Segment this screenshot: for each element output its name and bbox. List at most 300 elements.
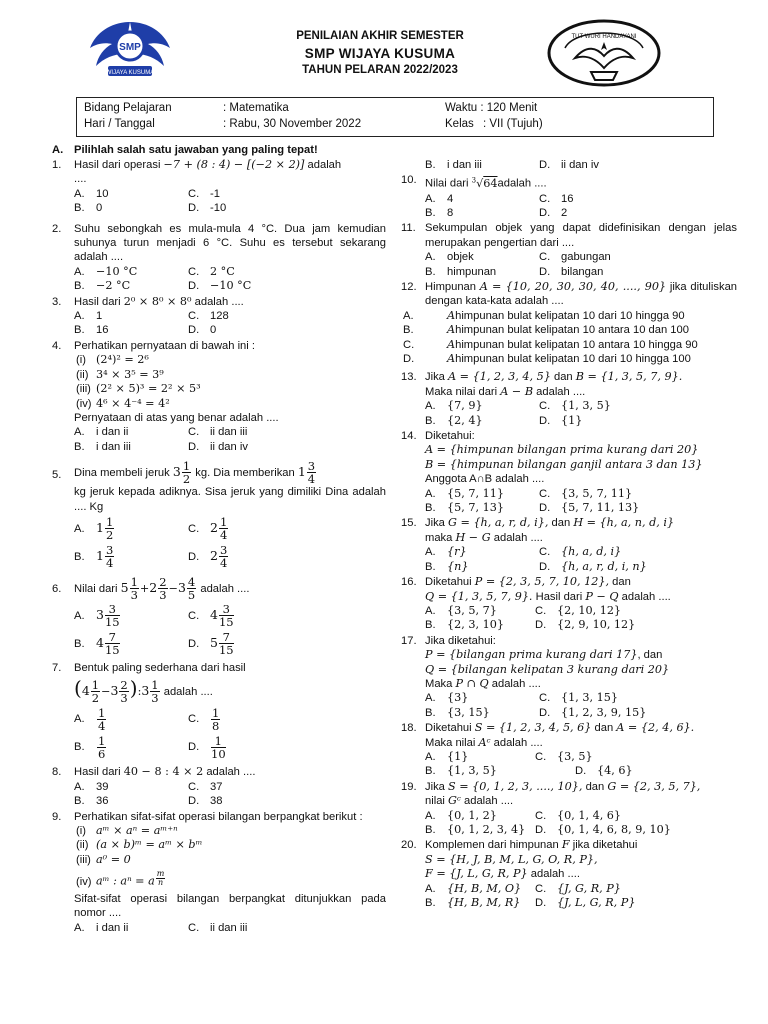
- option-letter: C.: [539, 192, 551, 205]
- q6-term-2: [149, 574, 168, 602]
- numerator: 1: [105, 514, 114, 529]
- option-d[interactable]: [188, 542, 308, 570]
- option-a[interactable]: [425, 399, 539, 413]
- numerator: 1: [130, 574, 138, 589]
- set-b: B = {1, 3, 5, 7, 9}.: [575, 370, 683, 384]
- option-a[interactable]: [74, 780, 188, 794]
- answer-options: [425, 487, 737, 516]
- question-12: [403, 280, 737, 366]
- option-letter: C.: [188, 310, 200, 323]
- option-letter: B.: [425, 897, 436, 910]
- question-number: 12.: [401, 280, 417, 293]
- option-letter: D.: [403, 353, 415, 366]
- option-a[interactable]: [425, 487, 539, 501]
- statement-ii: [74, 368, 386, 382]
- question-number: 20.: [401, 839, 417, 852]
- numerator: 1: [219, 514, 228, 529]
- statement-label: (ii): [76, 368, 89, 381]
- answer-options: [425, 750, 737, 779]
- option-text: -1: [210, 187, 220, 200]
- statement-text: 4⁶ × 4⁻⁴ = 4²: [96, 396, 170, 410]
- option-letter: C.: [403, 338, 415, 351]
- denominator: 5: [187, 587, 196, 602]
- option-a[interactable]: [425, 809, 535, 823]
- q15-mid: dan: [551, 517, 571, 530]
- property-iii: [74, 853, 386, 867]
- question-text: Diketahui:: [425, 430, 475, 443]
- left-column: [52, 143, 386, 936]
- option-text: {h, a, r, d, i, n}: [561, 559, 647, 573]
- option-text: {1}: [447, 749, 469, 763]
- option-b[interactable]: [425, 764, 535, 778]
- set-expression: P ∩ Q: [455, 676, 489, 690]
- option-c[interactable]: [535, 882, 659, 896]
- option-text: {H, B, M, R}: [447, 896, 521, 910]
- option-b[interactable]: [74, 733, 188, 761]
- property-text: (a × b)ᵐ = aᵐ × bᵐ: [96, 838, 203, 852]
- option-c[interactable]: [539, 487, 659, 501]
- school-logo: [82, 18, 178, 84]
- option-letter: C.: [535, 750, 547, 763]
- q1-cont: ....: [74, 173, 87, 186]
- option-letter: D.: [539, 414, 551, 427]
- option-text: himpunan bulat kelipatan 10 antara 10 hingga 90: [455, 338, 698, 351]
- option-letter: A.: [425, 882, 436, 895]
- q12-expression: A = {10, 20, 30, 30, 40, ...., 90}: [479, 279, 667, 293]
- set-complement: Aᶜ: [478, 735, 491, 749]
- numerator: 3: [307, 459, 316, 474]
- set-a: A = {1, 2, 3, 4, 5}: [448, 370, 551, 384]
- option-c[interactable]: [188, 705, 308, 733]
- numerator: 2: [159, 574, 167, 589]
- option-letter: A.: [74, 522, 85, 535]
- subject-value: : Matematika: [223, 102, 289, 114]
- option-d[interactable]: [403, 352, 737, 366]
- numerator: 2: [120, 678, 128, 693]
- option-text: {1, 2, 3, 9, 15}: [561, 705, 647, 719]
- question-number: 17.: [401, 634, 417, 647]
- option-text: -10: [210, 202, 227, 215]
- option-text: 2: [561, 206, 568, 219]
- option-d[interactable]: [188, 323, 308, 337]
- option-text: {J, L, G, R, P}: [557, 896, 636, 910]
- option-c[interactable]: [535, 750, 659, 764]
- option-b[interactable]: [74, 201, 188, 215]
- denominator: 4: [219, 527, 228, 542]
- denominator: 4: [98, 718, 106, 733]
- option-text: {0, 1, 4, 6, 8, 9, 10}: [557, 823, 671, 837]
- logo-left-text: SMP: [119, 42, 141, 53]
- option-letter: B.: [74, 637, 85, 650]
- set-symbol: A: [447, 352, 456, 366]
- option-text: 4: [447, 192, 454, 205]
- denominator: 4: [105, 555, 114, 570]
- option-c[interactable]: [539, 250, 659, 264]
- answer-options: [74, 187, 386, 216]
- option-c[interactable]: [188, 514, 308, 542]
- option-letter: A.: [74, 187, 85, 200]
- denominator: 15: [104, 642, 120, 657]
- numerator: 3: [105, 542, 114, 557]
- option-d[interactable]: [188, 733, 308, 761]
- question-number: 10.: [401, 174, 417, 187]
- option-text: −10 °C: [210, 279, 252, 293]
- numerator: 1: [91, 678, 100, 693]
- set-expression: H − G: [455, 530, 491, 544]
- option-letter: B.: [425, 560, 436, 573]
- option-text: i dan iii: [96, 440, 131, 453]
- option-text: 2 °C: [210, 264, 235, 278]
- question-text: Sekumpulan objek yang dapat didefinisikan dengan jelas merupakan pengertian dari ....: [425, 222, 737, 249]
- option-d[interactable]: [539, 265, 659, 279]
- option-d[interactable]: [188, 629, 308, 657]
- option-letter: A.: [74, 609, 85, 622]
- option-d[interactable]: [535, 823, 671, 837]
- property-label: (ii): [76, 839, 89, 852]
- option-a[interactable]: [74, 425, 188, 439]
- date-label: Hari / Tanggal: [84, 118, 155, 130]
- q3-pre: Hasil dari: [74, 295, 121, 308]
- question-number: 2.: [52, 222, 62, 235]
- denominator: 3: [159, 587, 167, 602]
- numerator: 1: [182, 459, 191, 474]
- option-letter: C.: [539, 692, 551, 705]
- option-letter: C.: [539, 251, 551, 264]
- option-b[interactable]: [425, 501, 539, 515]
- set-f-symbol: F: [561, 838, 570, 852]
- option-a[interactable]: [425, 545, 539, 559]
- option-text: −2 °C: [96, 279, 131, 293]
- question-11: [403, 221, 737, 279]
- q16-post1: dan: [612, 576, 631, 589]
- option-a[interactable]: [425, 250, 539, 264]
- option-text: 16: [561, 192, 574, 205]
- option-c[interactable]: [188, 425, 308, 439]
- option-d[interactable]: [539, 560, 659, 574]
- whole: 2: [149, 579, 158, 595]
- exam-info-box: [76, 97, 714, 137]
- option-d[interactable]: [188, 440, 308, 454]
- option-letter: D.: [188, 795, 200, 808]
- denominator: 4: [307, 472, 316, 487]
- option-a[interactable]: [425, 604, 535, 618]
- option-letter: D.: [539, 206, 551, 219]
- q8-expression: 40 − 8 : 4 × 2: [123, 765, 204, 779]
- option-c[interactable]: [188, 265, 308, 279]
- q20-post0: jika diketahui: [572, 839, 638, 852]
- q15-post: adalah ....: [493, 531, 543, 544]
- denominator: 8: [212, 718, 220, 733]
- option-a[interactable]: [425, 192, 539, 206]
- logo-right-text: TUT WURI HANDAYANI: [571, 34, 637, 40]
- answer-options: [74, 601, 386, 657]
- option-d[interactable]: [535, 764, 659, 778]
- question-1: [52, 158, 386, 216]
- statement-text: (2⁴)² = 2⁶: [96, 353, 149, 367]
- exponent-numerator: m: [156, 869, 165, 879]
- option-b[interactable]: [425, 158, 539, 172]
- option-letter: C.: [188, 426, 200, 439]
- option-d[interactable]: [535, 896, 659, 910]
- q1-expression: −7 + (8 : 4) − [(−2 × 2)]: [163, 158, 305, 171]
- option-b[interactable]: [74, 279, 188, 293]
- option-c[interactable]: [188, 187, 308, 201]
- q5-mixed-2: [297, 459, 317, 487]
- question-17: [403, 634, 737, 720]
- option-text: {1, 3, 15}: [561, 691, 618, 705]
- statement-label: (iii): [76, 383, 91, 396]
- option-c[interactable]: [188, 921, 308, 935]
- option-b[interactable]: [425, 618, 535, 632]
- option-letter: C.: [188, 265, 200, 278]
- option-c[interactable]: [539, 192, 659, 206]
- answer-options: [74, 309, 386, 338]
- option-b[interactable]: [74, 629, 188, 657]
- whole: 4: [96, 634, 104, 650]
- statement-text: (2² × 5)³ = 2² × 5³: [96, 382, 201, 396]
- option-d[interactable]: [539, 206, 659, 220]
- section-letter: A.: [52, 144, 64, 156]
- option-letter: D.: [188, 741, 200, 754]
- q6-term-1: [120, 574, 140, 602]
- option-letter: A.: [74, 310, 85, 323]
- statement-i: [74, 353, 386, 367]
- answer-options: [425, 882, 737, 911]
- option-a[interactable]: [425, 882, 535, 896]
- option-text: {1, 3, 5}: [561, 399, 611, 413]
- option-letter: A.: [425, 809, 436, 822]
- option-b[interactable]: [74, 542, 188, 570]
- set-complement: Gᶜ: [448, 794, 461, 808]
- option-b[interactable]: [425, 823, 535, 837]
- answer-options: [425, 545, 737, 574]
- option-c[interactable]: [403, 337, 737, 352]
- question-tail: Sifat-sifat operasi bilangan berpangkat ditunjukkan pada nomor ....: [74, 892, 386, 920]
- option-letter: B.: [425, 159, 436, 171]
- option-b[interactable]: [425, 896, 535, 910]
- set-g: G = {h, a, r, d, i},: [448, 516, 549, 530]
- option-a[interactable]: [74, 601, 188, 629]
- option-letter: D.: [188, 440, 200, 453]
- set-h: H = {h, a, n, d, i}: [573, 516, 675, 530]
- option-text: 128: [210, 310, 229, 323]
- option-b[interactable]: [425, 706, 539, 720]
- question-number: 15.: [401, 517, 417, 530]
- option-a[interactable]: [74, 921, 188, 935]
- option-text: {2, 4}: [447, 413, 483, 427]
- option-d[interactable]: [188, 279, 308, 293]
- option-text: himpunan bulat kelipatan 10 dari 10 hingga 90: [455, 309, 685, 322]
- whole: 5: [210, 634, 218, 650]
- option-text: {4, 6}: [597, 764, 633, 778]
- question-14: [403, 429, 737, 515]
- answer-options: [425, 809, 737, 838]
- option-b[interactable]: [425, 414, 539, 428]
- option-letter: D.: [188, 202, 200, 215]
- option-a[interactable]: [74, 187, 188, 201]
- option-d[interactable]: [539, 158, 659, 172]
- option-letter: B.: [425, 502, 436, 515]
- option-text: 0: [96, 202, 103, 215]
- option-letter: A.: [425, 546, 436, 559]
- option-letter: A.: [425, 251, 436, 264]
- option-d[interactable]: [535, 618, 659, 632]
- option-letter: B.: [74, 202, 85, 215]
- answer-options: [74, 705, 386, 761]
- set-q-definition: Q = {bilangan kelipatan 3 kurang dari 20}: [425, 662, 670, 676]
- option-d[interactable]: [188, 201, 308, 215]
- option-text: himpunan bulat kelipatan 10 antara 10 dan 100: [455, 324, 689, 337]
- option-a[interactable]: [403, 308, 737, 323]
- option-text: {5, 7, 11}: [447, 486, 504, 500]
- option-c[interactable]: [188, 780, 308, 794]
- option-c[interactable]: [535, 604, 659, 618]
- option-b[interactable]: [403, 323, 737, 337]
- numerator: 1: [98, 733, 106, 748]
- class-value: : VII (Tujuh): [483, 118, 543, 130]
- question-number: 13.: [401, 371, 417, 384]
- section-instruction: Pilihlah salah satu jawaban yang paling tepat!: [74, 144, 318, 156]
- option-letter: B.: [74, 324, 85, 337]
- option-letter: B.: [74, 741, 85, 754]
- option-d[interactable]: [539, 414, 659, 428]
- option-letter: C.: [539, 487, 551, 500]
- q19-mid: dan: [585, 780, 605, 793]
- option-a[interactable]: [74, 309, 188, 323]
- option-c[interactable]: [188, 601, 308, 629]
- option-letter: A.: [74, 780, 85, 793]
- option-text: 36: [96, 795, 109, 808]
- statement-iv: [74, 397, 386, 411]
- question-19: [403, 780, 737, 838]
- q5-text-3: kg jeruk kepada adiknya. Sisa jeruk yang dimiliki Dina adalah .... Kg: [74, 486, 386, 513]
- option-letter: D.: [539, 502, 551, 515]
- option-letter: A.: [425, 604, 436, 617]
- denominator: 10: [211, 746, 226, 761]
- option-b[interactable]: [74, 323, 188, 337]
- option-c[interactable]: [539, 545, 659, 559]
- option-text: {5, 7, 11, 13}: [561, 501, 640, 515]
- numerator: 3: [219, 542, 228, 557]
- numerator: 7: [219, 631, 234, 644]
- question-6: [52, 576, 386, 657]
- option-c[interactable]: [539, 399, 659, 413]
- option-d[interactable]: [539, 501, 659, 515]
- option-letter: A.: [74, 265, 85, 278]
- q8-pre: Hasil dari: [74, 766, 121, 779]
- denominator: 2: [182, 472, 191, 487]
- option-text: 1: [96, 310, 103, 323]
- option-letter: B.: [74, 550, 85, 563]
- question-number: 16.: [401, 576, 417, 589]
- q13-post: adalah ....: [536, 385, 586, 398]
- question-9-continued: [403, 158, 737, 172]
- option-b[interactable]: [425, 265, 539, 279]
- denominator: 15: [218, 614, 234, 629]
- answer-options: [74, 514, 386, 570]
- option-c[interactable]: [539, 691, 659, 705]
- option-letter: D.: [535, 897, 547, 910]
- option-b[interactable]: [425, 560, 539, 574]
- option-text: {3}: [447, 691, 469, 705]
- option-text: {2, 10, 12}: [557, 603, 622, 617]
- question-5: [52, 460, 386, 570]
- exponent-denominator: n: [158, 878, 164, 888]
- option-b[interactable]: [74, 794, 188, 808]
- question-number: 11.: [401, 222, 416, 235]
- option-letter: D.: [539, 265, 551, 278]
- option-text: {J, G, R, P}: [557, 881, 621, 895]
- option-a[interactable]: [74, 514, 188, 542]
- option-letter: A.: [74, 426, 85, 439]
- option-letter: D.: [575, 765, 587, 778]
- whole: 3: [177, 579, 186, 595]
- numerator: 1: [98, 705, 106, 720]
- set-a: A = {2, 4, 6}.: [616, 721, 695, 735]
- denominator: 4: [219, 555, 228, 570]
- question-ask: Anggota A∩B adalah ....: [425, 473, 545, 486]
- q15-line2: maka: [425, 531, 453, 544]
- section-heading: [52, 143, 386, 158]
- option-d[interactable]: [188, 794, 308, 808]
- exam-title: [230, 28, 530, 79]
- set-q: Q = {1, 3, 5, 7, 9}.: [425, 589, 533, 603]
- q13-mid: dan: [553, 371, 573, 384]
- option-b[interactable]: [425, 206, 539, 220]
- option-c[interactable]: [535, 809, 659, 823]
- option-a[interactable]: [74, 265, 188, 279]
- option-letter: C.: [188, 187, 200, 200]
- question-text: Suhu sebongkah es mula-mula 4 °C. Dua jam kemudian suhunya turun menjadi 6 °C. Suhu es tersebut sekarang adalah ....: [74, 222, 386, 264]
- option-letter: D.: [539, 706, 551, 719]
- q6-pre: Nilai dari: [74, 582, 118, 595]
- right-column: [403, 158, 737, 911]
- option-letter: A.: [74, 921, 85, 934]
- numerator: 4: [187, 574, 196, 589]
- option-text: 37: [210, 780, 223, 793]
- option-letter: B.: [403, 324, 414, 337]
- numerator: 1: [211, 735, 226, 748]
- answer-options: [74, 780, 386, 809]
- question-number: 5.: [52, 469, 62, 482]
- option-c[interactable]: [188, 309, 308, 323]
- option-a[interactable]: [425, 750, 535, 764]
- answer-options: [74, 265, 386, 294]
- question-tail: Pernyataan di atas yang benar adalah ....: [74, 411, 279, 424]
- set-symbol: A: [447, 323, 456, 337]
- q7-post: adalah ....: [163, 686, 213, 699]
- q8-post: adalah ....: [206, 766, 256, 779]
- option-text: {0, 1, 4, 6}: [557, 808, 622, 822]
- q13-line2: Maka nilai dari: [425, 385, 498, 398]
- option-a[interactable]: [425, 691, 539, 705]
- option-text: {7, 9}: [447, 399, 483, 413]
- time-label: Waktu : 120 Menit: [445, 102, 538, 114]
- option-a[interactable]: [74, 705, 188, 733]
- option-b[interactable]: [74, 440, 188, 454]
- option-text: 16: [96, 324, 109, 337]
- denominator: 2: [105, 527, 114, 542]
- option-d[interactable]: [539, 706, 659, 720]
- whole: 2: [210, 519, 218, 535]
- property-text: aᵐ : aⁿ = a: [96, 874, 155, 888]
- q19-pre: Jika: [425, 780, 445, 793]
- option-letter: D.: [535, 619, 547, 632]
- property-i: [74, 824, 386, 838]
- question-2: [52, 222, 386, 294]
- q16-pre: Diketahui: [425, 576, 472, 589]
- option-letter: A.: [403, 309, 414, 322]
